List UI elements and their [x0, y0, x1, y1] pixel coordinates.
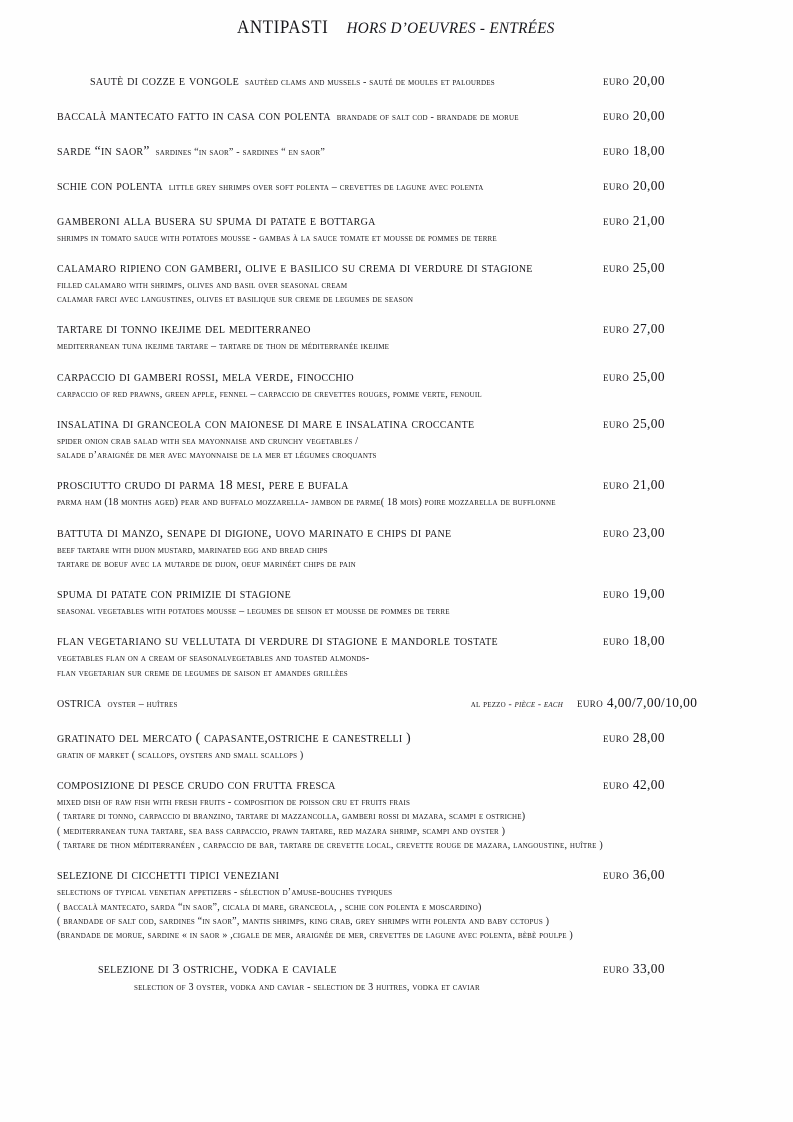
menu-item-description-line: filled calamaro with shrimps, olives and basil over seasonal cream	[57, 279, 348, 291]
menu-item-row	[0, 866, 793, 884]
menu-item-name-line	[57, 866, 589, 884]
menu-item-description-line: selections of typical venetian appetizers - sélection d’amuse-bouches typiques	[57, 887, 393, 899]
menu-item-name: ostrica	[57, 695, 102, 711]
menu-item-inline-description: little grey shrimps over soft polenta – crevettes de lagune avec polenta	[168, 181, 484, 193]
menu-item	[0, 632, 793, 681]
menu-item-description-line: (brandade de morue, sardine « in saor » ,cigale de mer, araignée de mer, crevettes de lagune avec polenta, bèbè poulpe )	[57, 930, 573, 942]
menu-item-row	[0, 632, 793, 650]
menu-item-name-line	[90, 72, 589, 90]
menu-item-names	[0, 177, 595, 195]
menu-item-price: euro 23,00	[603, 524, 665, 540]
menu-item-name: tartare di tonno ikejime del mediterraneo	[57, 321, 311, 337]
menu-item-names	[0, 729, 595, 747]
menu-item	[0, 585, 793, 619]
menu-item-descriptions	[0, 747, 793, 763]
menu-item-name-line	[57, 632, 589, 650]
menu-item-names	[0, 632, 595, 650]
menu-item-row	[0, 960, 793, 978]
menu-item	[0, 476, 793, 510]
menu-item-price: euro 25,00	[603, 259, 665, 275]
menu-item-name: insalatina di granceola con maionese di mare e insalatina croccante	[57, 415, 475, 431]
menu-item-price: euro 25,00	[603, 415, 665, 431]
menu-item-name: gratinato del mercato ( capasante,ostriche e canestrelli )	[57, 729, 411, 745]
menu-item-description-line: flan vegetarian sur creme de legumes de saison et amandes grillèes	[57, 667, 348, 679]
menu-item-name-line	[57, 177, 589, 195]
menu-item-descriptions	[0, 794, 793, 853]
menu-item-price: euro 18,00	[603, 633, 665, 649]
menu-item-price: euro 19,00	[603, 586, 665, 602]
menu-item-name-line	[57, 585, 589, 603]
menu-item-description-line: mediterranean tuna ikejime tartare – tartare de thon de méditerranée ikejime	[57, 341, 390, 353]
menu-item-names	[0, 776, 595, 794]
menu-item	[0, 694, 793, 712]
menu-item-descriptions	[0, 542, 793, 573]
menu-item-descriptions	[0, 978, 793, 995]
menu-item-price: euro 20,00	[603, 107, 665, 123]
menu-item-descriptions	[0, 603, 793, 619]
menu-item-names	[0, 142, 595, 160]
menu-item	[0, 320, 793, 354]
menu-item-names	[0, 585, 595, 603]
menu-item-row	[0, 585, 793, 603]
menu-item	[0, 142, 793, 160]
per-piece-note-plain: al pezzo -	[470, 699, 515, 711]
menu-item-price: euro 20,00	[603, 73, 665, 88]
menu-item-name-line	[98, 960, 589, 978]
menu-item-names	[0, 320, 595, 338]
menu-item-name-line	[57, 476, 589, 494]
menu-item-names	[0, 524, 595, 542]
menu-item-description-line: mixed dish of raw fish with fresh fruits - composition de poisson cru et fruits frais	[57, 797, 411, 809]
menu-item-price: euro 33,00	[603, 960, 665, 976]
menu-item-names	[0, 368, 595, 386]
menu-item-description-line: vegetables flan on a cream of seasonalvegetables and toasted almonds-	[57, 653, 370, 665]
menu-item-descriptions	[0, 650, 793, 681]
menu-item-description-line: beef tartare with dijon mustard, marinated egg and bread chips	[57, 544, 328, 556]
menu-item-name: schie con polenta	[57, 177, 163, 193]
menu-item-names	[0, 694, 569, 712]
menu-item-name-line	[57, 694, 178, 712]
menu-item-name-line	[57, 776, 589, 794]
menu-item-description-line: parma ham (18 months aged) pear and buffalo mozzarella- jambon de parme( 18 mois) poire mozzarella de bufflonne	[57, 497, 556, 509]
menu-item-description-line: tartare de boeuf avec la mutarde de dijon, oeuf marinéet chips de pain	[57, 558, 356, 570]
menu-item-inline-description: sautèed clams and mussels - sauté de moules et palourdes	[245, 77, 495, 88]
menu-item-row	[0, 476, 793, 494]
menu-item	[0, 107, 793, 125]
menu-item	[0, 368, 793, 402]
menu-item-price: euro 36,00	[603, 867, 665, 883]
menu-item-row	[0, 177, 793, 195]
per-piece-note	[471, 699, 563, 710]
menu-item-name-line	[57, 212, 589, 230]
menu-item-price: euro 4,00/7,00/10,00	[577, 695, 698, 711]
menu-item-name-line	[57, 142, 589, 160]
menu-item-row	[0, 212, 793, 230]
menu-item-descriptions	[0, 884, 793, 943]
menu-item-name: prosciutto crudo di parma 18 mesi, pere e bufala	[57, 477, 349, 493]
menu-item-description-line: gratin of market ( scallops, oysters and small scallops )	[57, 749, 304, 761]
menu-item-name: baccalà mantecato fatto in casa con polenta	[57, 107, 331, 123]
menu-item-price: euro 42,00	[603, 777, 665, 793]
menu-item-names	[0, 259, 595, 277]
menu-item-price: euro 21,00	[603, 477, 665, 493]
menu-item-name: selezione di 3 ostriche, vodka e caviale	[98, 960, 337, 976]
menu-item-inline-description: brandade of salt cod - brandade de morue	[336, 111, 519, 123]
menu-item-row	[0, 142, 793, 160]
menu-item	[0, 776, 793, 853]
per-piece-note-italic: pièce - each	[514, 699, 563, 711]
menu-item-name-line	[57, 729, 589, 747]
menu-item-description-line: carpaccio of red prawns, green apple, fennel – carpaccio de crevettes rouges, pomme verte, fenouil	[57, 388, 482, 400]
menu-item-name: gamberoni alla busera su spuma di patate e bottarga	[57, 212, 376, 228]
menu-item-description-line: ( mediterranean tuna tartare, sea bass carpaccio, prawn tartare, red mazara shrimp, scampi and oyster )	[57, 825, 506, 837]
menu-item-description-line: ( baccalà mantecato, sarda “in saor”, cicala di mare, granceola, , schie con polenta e moscardino)	[57, 901, 482, 913]
menu-item-names	[0, 476, 595, 494]
menu-item-name-line	[57, 415, 589, 433]
menu-item-row	[0, 694, 793, 712]
menu-item-names	[0, 212, 595, 230]
menu-section-title-italian: ANTIPASTI	[236, 18, 329, 38]
menu-item-name: sautè di cozze e vongole	[90, 73, 240, 88]
menu-item-name: flan vegetariano su vellutata di verdure di stagione e mandorle tostate	[57, 633, 498, 649]
menu-item-name: calamaro ripieno con gamberi, olive e basilico su crema di verdure di stagione	[57, 259, 533, 275]
menu-item-inline-description: oyster – huîtres	[107, 699, 178, 711]
menu-item-row	[0, 415, 793, 433]
menu-item-name: composizione di pesce crudo con frutta fresca	[57, 777, 336, 793]
menu-item-name: carpaccio di gamberi rossi, mela verde, finocchio	[57, 368, 354, 384]
menu-item-row	[0, 320, 793, 338]
menu-item-name-line	[57, 368, 589, 386]
menu-item	[0, 524, 793, 573]
menu-item	[0, 72, 793, 90]
menu-item-names	[0, 107, 595, 125]
menu-item-descriptions	[0, 386, 793, 402]
menu-item-descriptions	[0, 338, 793, 354]
menu-item-list	[0, 72, 793, 1008]
menu-item	[0, 415, 793, 464]
menu-item-row	[0, 524, 793, 542]
menu-item-description-line: ( tartare di tonno, carpaccio di branzino, tartare di mazzancolla, gamberi rossi di mazara, scampi e ostriche)	[57, 811, 526, 823]
menu-item-price: euro 18,00	[603, 142, 665, 158]
menu-item-row	[0, 729, 793, 747]
menu-item	[0, 259, 793, 308]
menu-item-names	[0, 415, 595, 433]
menu-item-description-line: ( tartare de thon méditerranéen , carpaccio de bar, tartare de crevette local, crevette rouge de mazara, langoustine, huître )	[57, 840, 603, 852]
menu-item-row	[0, 72, 793, 90]
menu-item	[0, 866, 793, 943]
menu-item-name: sarde “in saor”	[57, 142, 150, 158]
menu-item-description-line: spider onion crab salad with sea mayonnaise and crunchy vegetables /	[57, 435, 359, 447]
menu-item	[0, 212, 793, 246]
menu-item	[0, 960, 793, 995]
page-title	[0, 18, 793, 39]
menu-item-name: battuta di manzo, senape di digione, uovo marinato e chips di pane	[57, 524, 452, 540]
menu-item-description-line: ( brandade of salt cod, sardines “in saor”, mantis shrimps, king crab, grey shrimps with polenta and baby cctopus )	[57, 915, 550, 927]
menu-item-names	[0, 866, 595, 884]
menu-item	[0, 729, 793, 763]
menu-item-name-line	[57, 320, 589, 338]
menu-item-price: euro 28,00	[603, 729, 665, 745]
menu-item-description-line: calamar farci avec langustines, olives et basilique sur creme de legumes de season	[57, 294, 414, 306]
menu-item-name-line	[57, 107, 589, 125]
menu-item-row	[0, 776, 793, 794]
menu-item-name-line	[57, 259, 589, 277]
menu-item-price: euro 20,00	[603, 177, 665, 193]
menu-item-row	[0, 107, 793, 125]
menu-item-names	[0, 72, 595, 90]
menu-item-descriptions	[0, 494, 793, 510]
menu-item-description-line: shrimps in tomato sauce with potatoes mousse - gambas à la sauce tomate et mousse de pommes de terre	[57, 232, 497, 244]
menu-item-row	[0, 259, 793, 277]
menu-item-name-line	[57, 524, 589, 542]
menu-item-names	[0, 960, 595, 978]
menu-section-title-french: HORS D’OEUVRES - ENTRÉES	[346, 20, 555, 37]
menu-item-descriptions	[0, 230, 793, 246]
menu-item-name: spuma di patate con primizie di stagione	[57, 586, 291, 602]
menu-item-inline-description: sardines “in saor” - sardines “ en saor”	[155, 146, 326, 158]
menu-item-description-line: seasonal vegetables with potatoes mousse – legumes de seison et mousse de pommes de terre	[57, 606, 450, 618]
menu-item-price: euro 25,00	[603, 368, 665, 384]
menu-item-name: selezione di cicchetti tipici veneziani	[57, 867, 280, 883]
menu-item-descriptions	[0, 277, 793, 308]
menu-item	[0, 177, 793, 195]
menu-item-description-line: salade d’araignée de mer avec mayonnaise de la mer et légumes croquants	[57, 450, 377, 462]
menu-item-price: euro 27,00	[603, 321, 665, 337]
menu-item-price: euro 21,00	[603, 212, 665, 228]
menu-item-row	[0, 368, 793, 386]
menu-item-descriptions	[0, 433, 793, 464]
menu-item-description-line: selection of 3 oyster, vodka and caviar - selection de 3 huitres, vodka et caviar	[134, 981, 480, 993]
